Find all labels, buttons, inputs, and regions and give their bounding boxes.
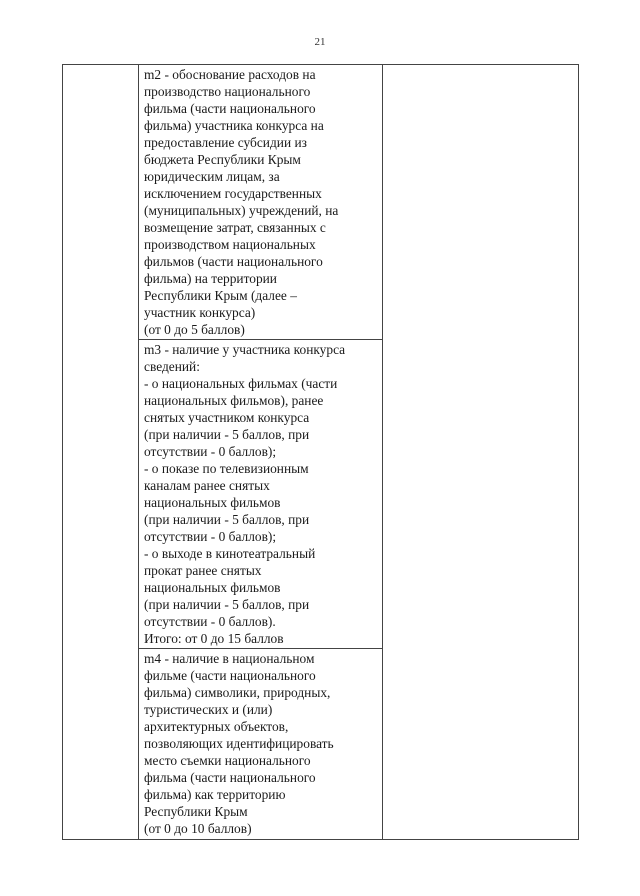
table-row: [63, 65, 579, 340]
criterion-text: m2 - обоснование расходов на производство национального фильма (части национального фильма) участника конкурса на предоставление субсидии из бюджета Республики Крым юридическим лицам, за исключением государственных (муниципальных) учреждений, на возмещение затрат, связанных с производством национальных фильмов (части национального фильма) на территории Республики Крым (далее – участник конкурса) (от 0 до 5 баллов): [144, 67, 339, 337]
criterion-cell-m4: [139, 649, 383, 840]
left-empty-cell: [63, 65, 139, 840]
page-number: 21: [314, 36, 326, 48]
criteria-table: [62, 64, 579, 840]
criterion-text: m3 - наличие у участника конкурса сведений: - о национальных фильмах (части национальных фильмов), ранее снятых участником конкурса (при наличии - 5 баллов, при отсутствии - 0 баллов); - о показе по телевизионным каналам ранее снятых национальных фильмов (при наличии - 5 баллов, при отсутствии - 0 баллов); - о выходе в кинотеатральный прокат ранее снятых национальных фильмов (при наличии - 5 баллов, при отсутствии - 0 баллов). Итого: от 0 до 15 баллов: [144, 342, 346, 646]
criterion-cell-m2: [139, 65, 383, 340]
criterion-cell-m3: [139, 340, 383, 649]
right-empty-cell: [383, 65, 579, 840]
criterion-text: m4 - наличие в национальном фильме (части национального фильма) символики, природных, туристических и (или) архитектурных объектов, позволяющих идентифицировать место съемки национального фильма (части национального фильма) как территорию Республики Крым (от 0 до 10 баллов): [144, 651, 334, 836]
